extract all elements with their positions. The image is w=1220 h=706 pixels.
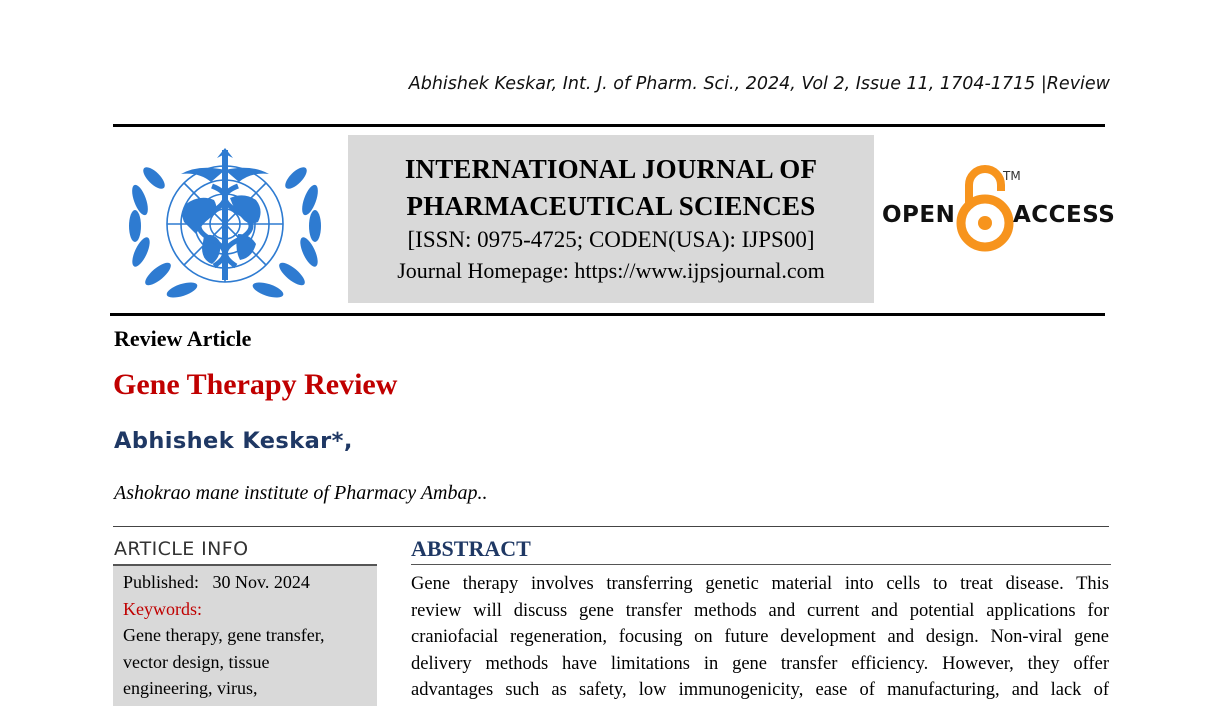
keywords-line: Gene therapy, gene transfer, — [123, 625, 325, 645]
header-rule-top — [113, 124, 1105, 127]
journal-masthead — [348, 135, 874, 303]
article-title: Gene Therapy Review — [113, 368, 398, 401]
header-rule-bottom — [110, 313, 1105, 316]
published-date: 30 Nov. 2024 — [212, 572, 310, 592]
published-row — [123, 569, 367, 596]
keywords-label: Keywords: — [123, 598, 202, 619]
article-info-panel — [113, 566, 377, 706]
published-label: Published: — [123, 572, 200, 592]
journal-emblem-logo — [126, 140, 324, 305]
journal-homepage: Journal Homepage: https://www.ijpsjournal.com — [397, 258, 825, 283]
abstract-line: delivery methods have limitations in gene transfer efficiency. However, they offer — [411, 653, 1109, 674]
journal-name-line-1: INTERNATIONAL JOURNAL OF — [404, 154, 818, 184]
open-access-logo — [880, 165, 1116, 255]
abstract-body — [411, 571, 1109, 704]
open-access-word-open: OPEN — [882, 202, 956, 228]
author-affiliation: Ashokrao mane institute of Pharmacy Ambap.. — [114, 482, 488, 504]
section-divider — [113, 526, 1109, 527]
open-access-trademark: TM — [1003, 169, 1021, 183]
open-access-word-access: ACCESS — [1013, 202, 1116, 228]
keywords-line: vector design, tissue — [123, 651, 270, 672]
abstract-line: review will discuss gene transfer methods and current and potential applications for — [411, 600, 1109, 621]
abstract-line: advantages such as safety, low immunogenicity, ease of manufacturing, and lack of — [411, 680, 1109, 701]
article-type: Review Article — [114, 326, 252, 351]
journal-name-line-2: PHARMACEUTICAL SCIENCES — [406, 191, 816, 221]
abstract-rule — [411, 564, 1111, 565]
author-name: Abhishek Keskar*, — [114, 428, 353, 454]
journal-name — [348, 151, 874, 225]
abstract-heading: ABSTRACT — [411, 536, 531, 561]
running-header: Abhishek Keskar, Int. J. of Pharm. Sci., 2024, Vol 2, Issue 11, 1704-1715 |Review — [408, 74, 1110, 94]
article-info-heading: ARTICLE INFO — [114, 538, 249, 560]
keywords-line: engineering, virus, — [123, 678, 258, 698]
journal-issn: [ISSN: 0975-4725; CODEN(USA): IJPS00] — [407, 227, 815, 252]
abstract-line: Gene therapy involves transferring genetic material into cells to treat disease. This — [411, 574, 1109, 594]
abstract-line: craniofacial regeneration, focusing on future development and design. Non-viral gene — [411, 627, 1109, 648]
